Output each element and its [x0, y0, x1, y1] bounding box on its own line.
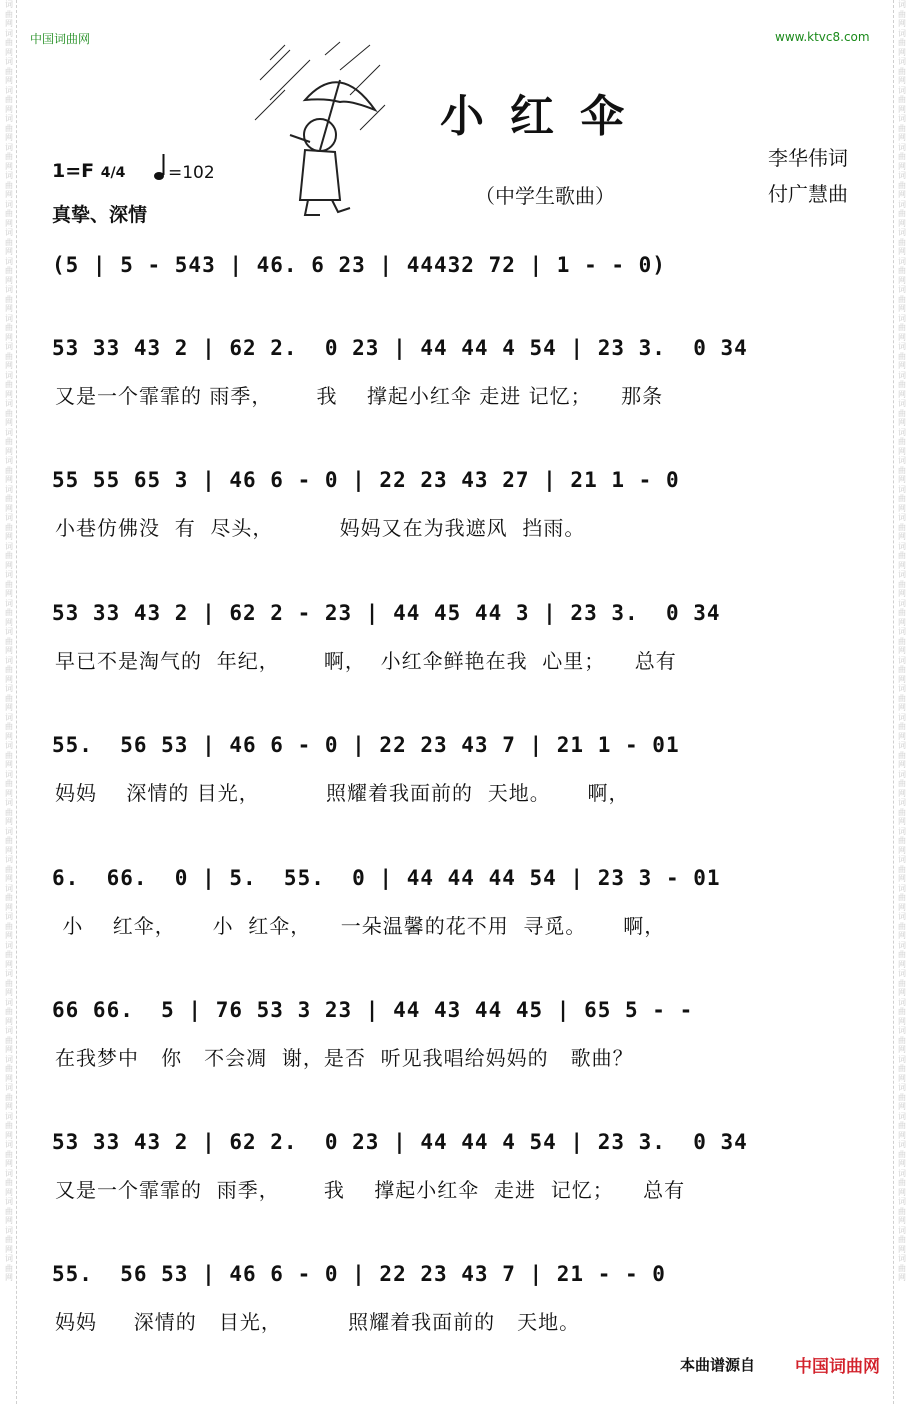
lyric-line: 早已不是淘气的 年纪， 啊， 小红伞鲜艳在我 心里； 总有: [55, 649, 677, 673]
notation-row: [52, 460, 867, 500]
notation-text: 55. 56 53 | 46 6 - 0 | 22 23 43 7 | 21 - - 0: [52, 1262, 666, 1286]
tempo-marking: =102: [168, 163, 215, 183]
key-signature: [52, 160, 125, 182]
notation-text: 66 66. 5 | 76 53 3 23 | 44 43 44 45 | 65 5 - -: [52, 998, 694, 1022]
umbrella-child-illustration: [250, 40, 390, 220]
left-watermark-strip: 词曲网词曲网词曲网词曲网词曲网词曲网词曲网词曲网词曲网词曲网词曲网词曲网词曲网词曲网词曲网词曲网词曲网词曲网词曲网词曲网词曲网词曲网词曲网词曲网词曲网词曲网词曲网词曲网词曲网词曲网词曲网词曲网词曲网词曲网词曲网词曲网词曲网词曲网词曲网词曲网词曲网词曲网词曲网词曲网词曲网: [5, 0, 13, 1282]
footer-source-site[interactable]: 中国词曲网: [795, 1357, 880, 1377]
site-url-right[interactable]: www.ktvc8.com: [775, 30, 870, 44]
time-signature: 4/4: [100, 165, 126, 181]
lyric-line: 妈妈 深情的 目光， 照耀着我面前的 天地。 啊，: [55, 781, 630, 805]
notation-row: [52, 1254, 867, 1294]
left-border-line: [16, 0, 17, 1404]
footer-source-label: 本曲谱源自: [680, 1356, 756, 1374]
lyric-line: 小 红伞， 小 红伞， 一朵温馨的花不用 寻觅。 啊，: [55, 914, 666, 938]
notation-text: (5 | 5 - 543 | 46. 6 23 | 44432 72 | 1 - - 0): [52, 253, 666, 277]
lyric-line: 小巷仿佛没 有 尽头， 妈妈又在为我遮风 挡雨。: [55, 516, 586, 540]
notation-row: [52, 990, 867, 1030]
lyric-line: 妈妈 深情的 目光， 照耀着我面前的 天地。: [55, 1310, 581, 1334]
site-logo-left[interactable]: 中国词曲网: [30, 32, 91, 46]
lyric-line: 在我梦中 你 不会凋 谢，是否 听见我唱给妈妈的 歌曲？: [55, 1046, 634, 1070]
song-subtitle: （中学生歌曲）: [475, 184, 615, 208]
key-label: 1=F: [52, 160, 95, 182]
notation-text: 55. 56 53 | 46 6 - 0 | 22 23 43 7 | 21 1 - 01: [52, 733, 680, 757]
notation-row: [52, 725, 867, 765]
right-watermark-strip: 词曲网词曲网词曲网词曲网词曲网词曲网词曲网词曲网词曲网词曲网词曲网词曲网词曲网词曲网词曲网词曲网词曲网词曲网词曲网词曲网词曲网词曲网词曲网词曲网词曲网词曲网词曲网词曲网词曲网词曲网词曲网词曲网词曲网词曲网词曲网词曲网词曲网词曲网词曲网词曲网词曲网词曲网词曲网词曲网词曲网: [898, 0, 906, 1282]
lyricist-credit: 李华伟词: [768, 146, 848, 170]
notation-text: 53 33 43 2 | 62 2. 0 23 | 44 44 4 54 | 23 3. 0 34: [52, 336, 748, 360]
notation-row: [52, 245, 867, 285]
lyric-line: 又是一个霏霏的 雨季， 我 撑起小红伞 走进 记忆； 那条: [55, 384, 664, 408]
song-title: 小红伞: [440, 91, 650, 142]
notation-text: 55 55 65 3 | 46 6 - 0 | 22 23 43 27 | 21 1 - 0: [52, 468, 680, 492]
quarter-note-icon: [153, 152, 167, 182]
notation-text: 53 33 43 2 | 62 2 - 23 | 44 45 44 3 | 23 3. 0 34: [52, 601, 721, 625]
expression-marking: 真挚、深情: [52, 204, 148, 226]
notation-row: [52, 1122, 867, 1162]
notation-row: [52, 858, 867, 898]
notation-text: 6. 66. 0 | 5. 55. 0 | 44 44 44 54 | 23 3 - 01: [52, 866, 721, 890]
right-border-line: [893, 0, 894, 1404]
notation-row: [52, 593, 867, 633]
notation-text: 53 33 43 2 | 62 2. 0 23 | 44 44 4 54 | 23 3. 0 34: [52, 1130, 748, 1154]
lyric-line: 又是一个霏霏的 雨季， 我 撑起小红伞 走进 记忆； 总有: [55, 1178, 686, 1202]
composer-credit: 付广慧曲: [768, 182, 848, 206]
notation-row: [52, 328, 867, 368]
